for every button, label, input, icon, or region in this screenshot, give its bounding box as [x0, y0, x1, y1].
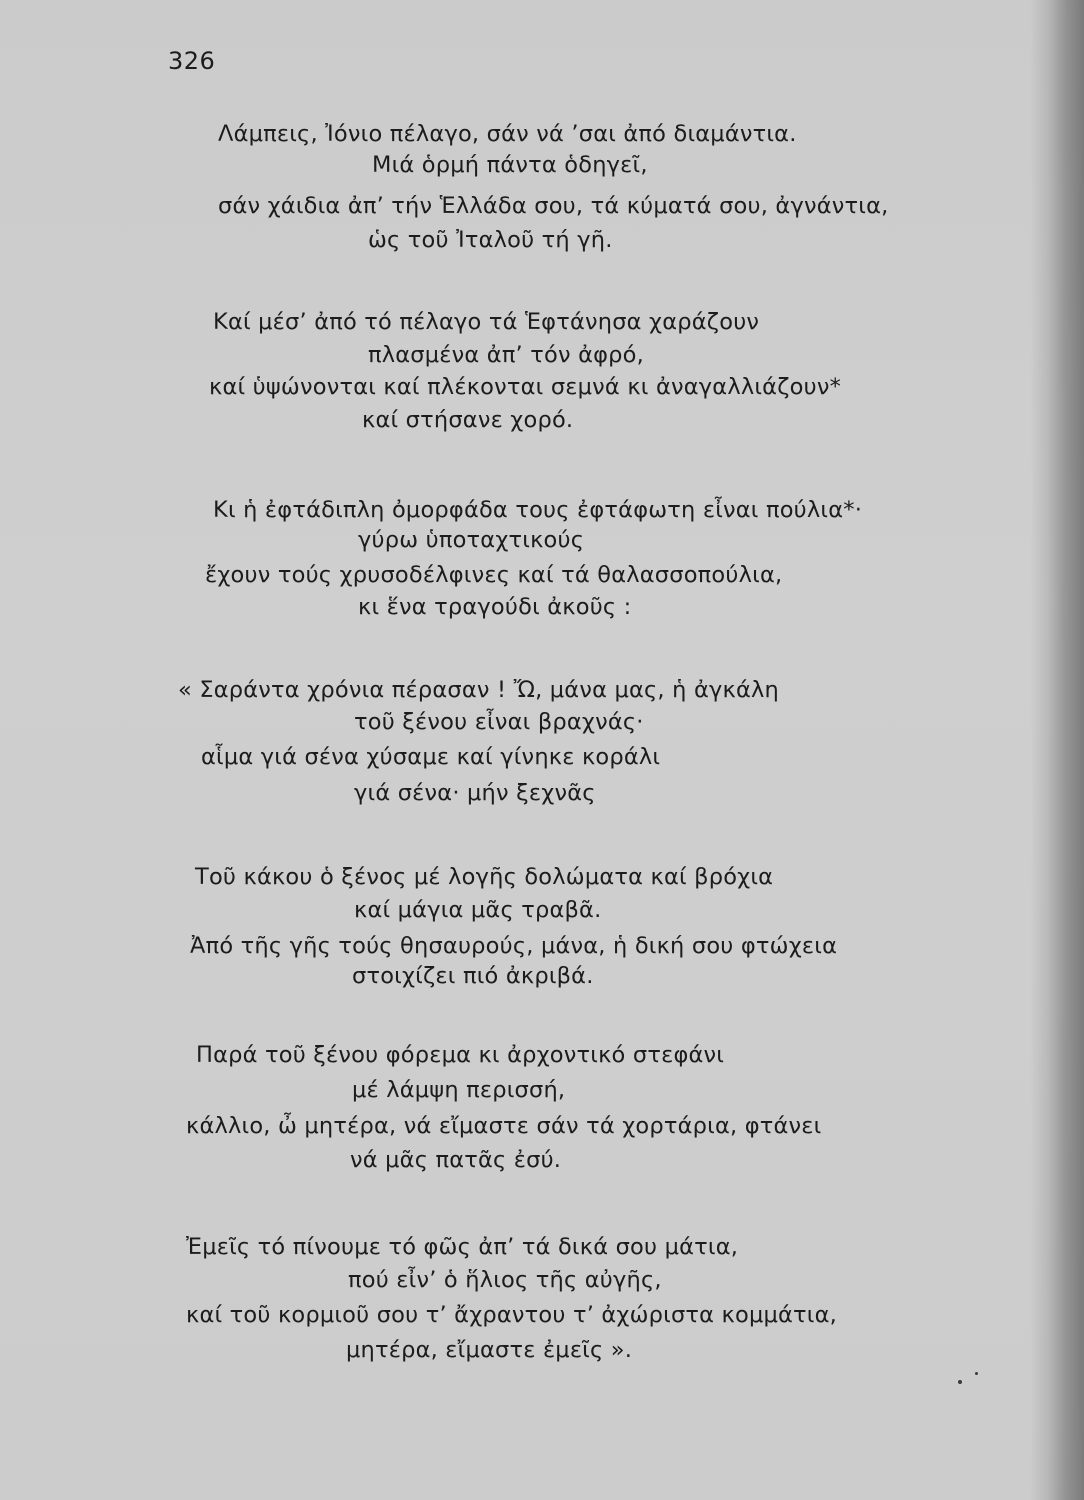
poem-line: Κι ἡ ἐφτάδιπλη ὀμορφάδα τους ἐφτάφωτη εἶναι πούλια*· [213, 497, 863, 523]
poem-line: Ἐμεῖς τό πίνουμε τό φῶς ἀπ’ τά δικά σου μάτια, [186, 1234, 739, 1260]
poem-line: Λάμπεις, Ἰόνιο πέλαγο, σάν νά ’σαι ἀπό διαμάντια. [218, 121, 797, 147]
poem-line: Τοῦ κάκου ὁ ξένος μέ λογῆς δολώματα καί βρόχια [195, 864, 774, 890]
poem-line: νά μᾶς πατᾶς ἐσύ. [350, 1147, 562, 1173]
poem-line: μέ λάμψη περισσή, [352, 1077, 566, 1103]
poem-line: μητέρα, εἴμαστε ἐμεῖς ». [346, 1337, 633, 1363]
poem-line: Ἀπό τῆς γῆς τούς θησαυρούς, μάνα, ἡ δική σου φτώχεια [190, 933, 838, 959]
poem-line: τοῦ ξένου εἶναι βραχνάς· [354, 709, 644, 735]
poem-line: γύρω ὑποταχτικούς [358, 527, 585, 553]
poem-line: καί τοῦ κορμιοῦ σου τ’ ἄχραντου τ’ ἀχώριστα κομμάτια, [186, 1302, 837, 1328]
poem-line: Μιά ὁρμή πάντα ὁδηγεῖ, [372, 152, 648, 178]
poem-line: πού εἶν’ ὁ ἥλιος τῆς αὐγῆς, [348, 1267, 662, 1293]
poem-line: Καί μέσ’ ἀπό τό πέλαγο τά Ἑφτάνησα χαράζουν [213, 309, 760, 335]
poem-line: σάν χάιδια ἀπ’ τήν Ἑλλάδα σου, τά κύματά σου, ἀγνάντια, [218, 193, 889, 219]
poem-line: καί ὑψώνονται καί πλέκονται σεμνά κι ἀναγαλλιάζουν* [209, 374, 842, 400]
poem-line: γιά σένα· μήν ξεχνᾶς [354, 780, 596, 806]
poem-line: πλασμένα ἀπ’ τόν ἀφρό, [368, 342, 644, 368]
poem-line: « Σαράντα χρόνια πέρασαν ! Ὤ, μάνα μας, ἡ ἀγκάλη [178, 677, 779, 703]
poem-line: κι ἕνα τραγούδι ἀκοῦς : [358, 594, 632, 620]
poem-line: ἔχουν τούς χρυσοδέλφινες καί τά θαλασσοπούλια, [205, 562, 783, 588]
poem-line: κάλλιο, ὦ μητέρα, νά εἴμαστε σάν τά χορτάρια, φτάνει [186, 1113, 822, 1139]
poem-line: καί στήσανε χορό. [362, 407, 574, 433]
poem-line: ὡς τοῦ Ἰταλοῦ τή γῆ. [368, 227, 613, 253]
poem-line: Παρά τοῦ ξένου φόρεμα κι ἀρχοντικό στεφάνι [196, 1042, 725, 1068]
scan-speck [958, 1380, 962, 1384]
page-number: 326 [168, 47, 216, 75]
poem-line: αἷμα γιά σένα χύσαμε καί γίνηκε κοράλι [201, 744, 661, 770]
scan-speck [975, 1372, 978, 1375]
poem-line: στοιχίζει πιό ἀκριβά. [352, 963, 594, 989]
poem-line: καί μάγια μᾶς τραβᾶ. [354, 897, 602, 923]
